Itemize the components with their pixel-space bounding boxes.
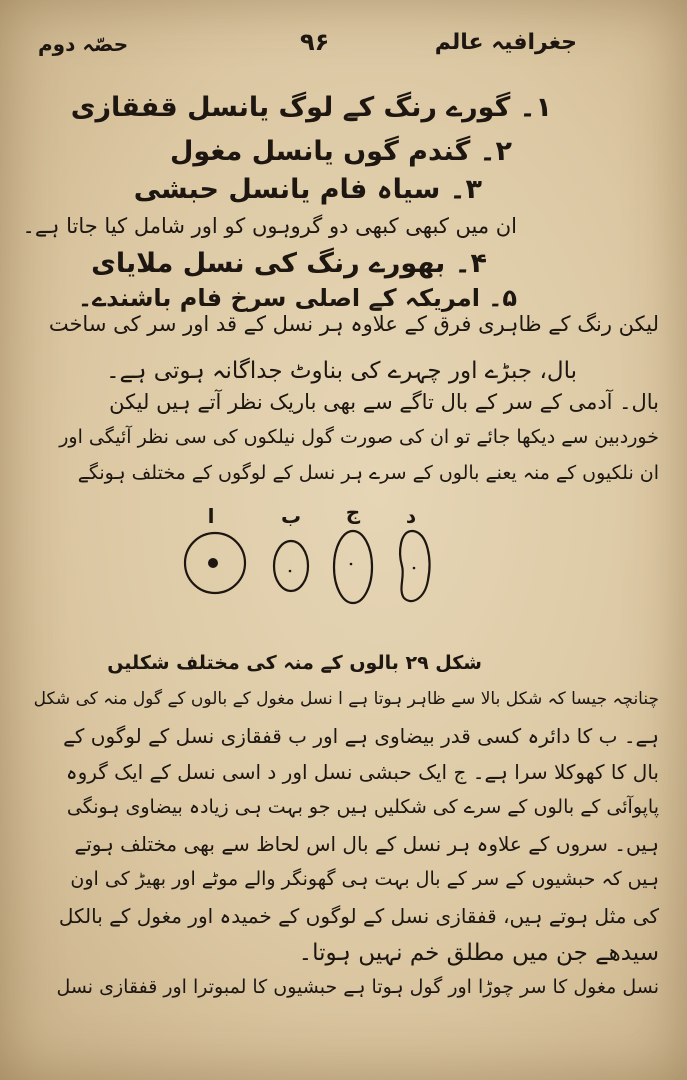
race-note: ان میں کبھی کبھی دو گروہوں کو اور شامل کیا جاتا ہے۔ [22, 214, 517, 238]
part-label: حصّہ دوم [38, 32, 129, 56]
hair-shape-oval [274, 541, 308, 591]
race-item: ۲۔ گندم گوں یانسل مغول [170, 136, 512, 167]
paragraph-line: ہیں۔ سروں کے علاوہ ہر نسل کے بال اس لحاظ سے بھی مختلف ہوتے [74, 832, 659, 856]
paragraph-line: خوردبین سے دیکھا جائے تو ان کی صورت گول نیلکوں کی سی نظر آئیگی اور [59, 426, 659, 448]
race-item: ۳۔ سیاہ فام یانسل حبشی [133, 174, 482, 205]
paragraph-line: ہیں کہ حبشیوں کے سر کے بال بہت ہی گھونگر والے موٹے اور بھیڑ کی اون [70, 868, 659, 890]
hair-shape-kidney [400, 531, 429, 601]
paragraph-line: ان نلکیوں کے منہ یعنے بالوں کے سرے ہر نسل کے لوگوں کے مختلف ہونگے [77, 462, 659, 484]
race-item: ۴۔ بھورے رنگ کی نسل ملایای [91, 248, 487, 279]
race-item: ۱۔ گورے رنگ کے لوگ یانسل قفقازی [70, 92, 552, 123]
figure-label-j: ج [345, 500, 361, 524]
paragraph-line: کی مثل ہوتے ہیں، قفقازی نسل کے لوگوں کے خمیدہ اور مغول کے بالکل [58, 904, 659, 928]
paragraph-line: بال کا کھوکلا سرا ہے۔ ج ایک حبشی نسل اور د اسی نسل کے ایک گروہ [65, 760, 659, 784]
figure-label-d: د [405, 504, 417, 528]
paragraph-line: پاپوآئی کے بالوں کے سرے کی شکلیں ہیں جو بہت ہی زیادہ بیضاوی ہونگی [66, 796, 659, 818]
race-item: ۵۔ امریکہ کے اصلی سرخ فام باشندے۔ [78, 284, 517, 312]
figure-caption: شکل ۲۹ بالوں کے منہ کی مختلف شکلیں [107, 652, 482, 674]
paragraph-line: لیکن رنگ کے ظاہری فرق کے علاوہ ہر نسل کے قد اور سر کی ساخت [48, 312, 659, 336]
paragraph-line: چنانچہ جیسا کہ شکل بالا سے ظاہر ہوتا ہے ا نسل مغول کے بالوں کے گول منہ کی شکل [33, 689, 659, 709]
paragraph-line: نسل مغول کا سر چوڑا اور گول ہوتا ہے حبشیوں کا لمبوترا اور قفقازی نسل [56, 976, 659, 998]
figure-label-b: ب [280, 504, 302, 528]
page-number: ۹۶ [300, 28, 330, 56]
paragraph-line: بال، جبڑے اور چہرے کی بناوٹ جداگانہ ہوتی ہے۔ [106, 358, 577, 384]
book-title: جغرافیہ عالم [434, 30, 577, 55]
paragraph-line: ہے۔ ب کا دائرہ کسی قدر بیضاوی ہے اور ب قفقازی نسل کے لوگوں کے [63, 724, 659, 748]
figure-label-a: ا [207, 504, 215, 528]
hair-center-dot [208, 558, 218, 568]
hair-shape-elliptic [334, 531, 372, 603]
paragraph-line: بال۔ آدمی کے سر کے بال تاگے سے بھی باریک نظر آتے ہیں لیکن [109, 390, 659, 414]
paragraph-line: سیدھے جن میں مطلق خم نہیں ہوتا۔ [298, 940, 659, 966]
